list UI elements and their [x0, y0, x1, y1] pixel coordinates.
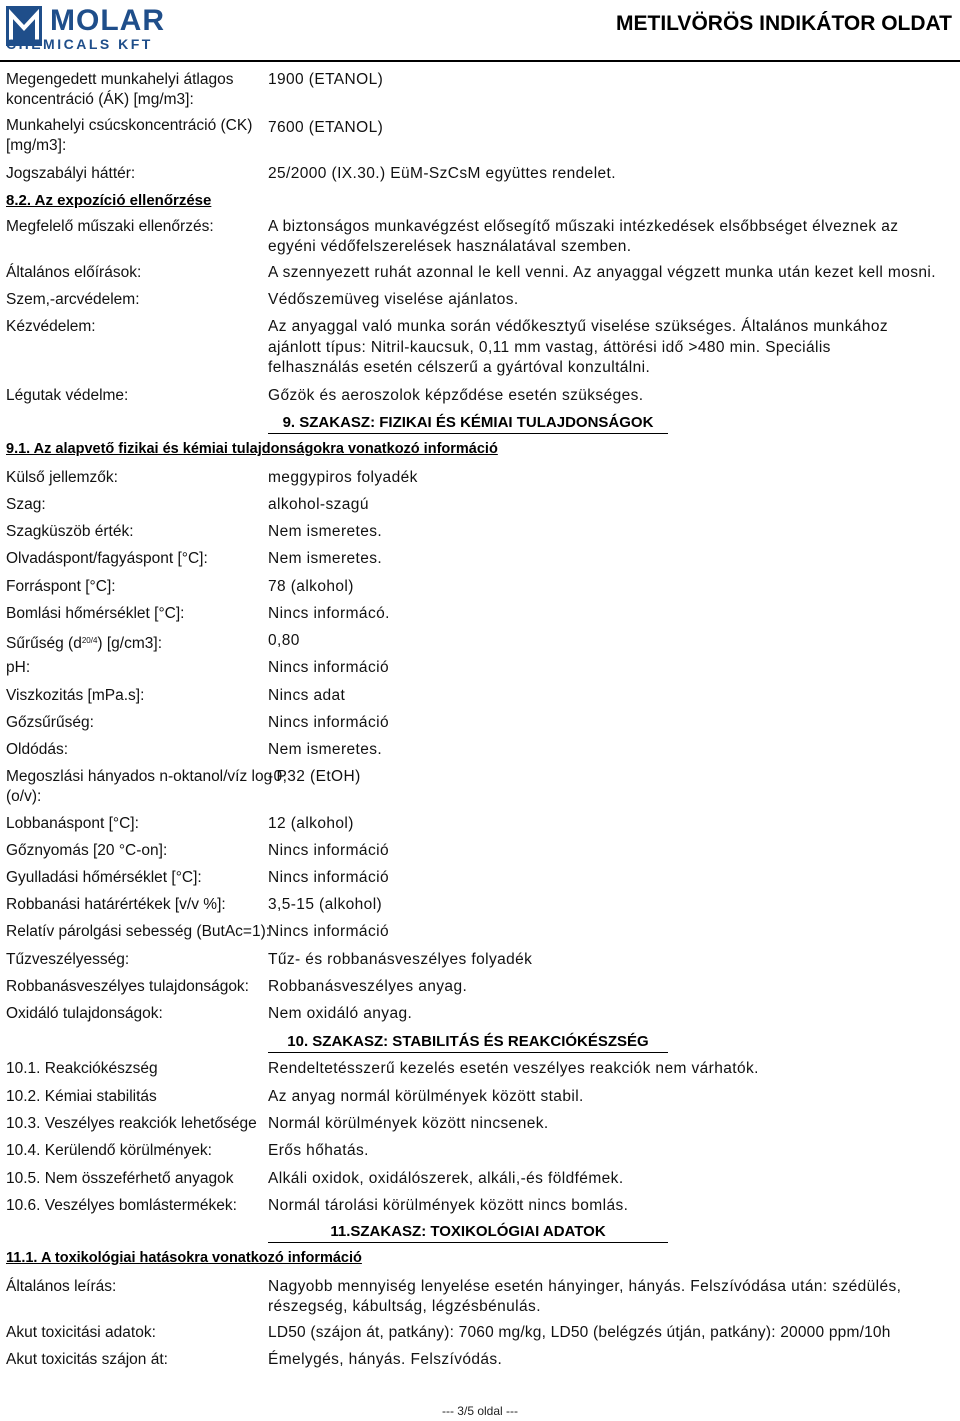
reactivity-label: 10.1. Reakciókészség [6, 1060, 158, 1077]
acute-toxicity-label: Akut toxicitási adatok: [6, 1324, 156, 1341]
technical-control-label: Megfelelő műszaki ellenőrzés: [6, 218, 214, 235]
ak-value: 1900 (ETANOL) [268, 71, 384, 88]
property-label: Robbanásveszélyes tulajdonságok: [6, 978, 249, 995]
property-label [6, 631, 162, 654]
reactivity-label: 10.3. Veszélyes reakciók lehetősége [6, 1115, 257, 1132]
property-label: Szag: [6, 496, 46, 513]
acute-toxicity-value: LD50 (szájon át, patkány): 7060 mg/kg, LD50 (belégzés útján, patkány): 20000 ppm/10h [268, 1324, 891, 1341]
property-value: Nincs információ [268, 923, 389, 940]
reactivity-label: 10.4. Kerülendő körülmények: [6, 1142, 212, 1159]
general-rules-value: A szennyezett ruhát azonnal le kell venni. Az anyaggal végzett munka után kezet kell mosni. [268, 264, 936, 281]
legal-value: 25/2000 (IX.30.) EüM-SzCsM együttes rendelet. [268, 165, 616, 182]
section-8-2-heading: 8.2. Az expozíció ellenőrzése [6, 192, 212, 209]
general-rules-label: Általános előírások: [6, 264, 142, 281]
property-label: Robbanási határértékek [v/v %]: [6, 896, 226, 913]
hand-protection-label: Kézvédelem: [6, 318, 96, 335]
technical-control-value: A biztonságos munkavégzést elősegítő műszaki intézkedések elsőbbséget élveznek az [268, 218, 899, 235]
oral-toxicity-value: Émelygés, hányás. Felszívódás. [268, 1351, 503, 1368]
respiratory-protection-value: Gőzök és aeroszolok képződése esetén szükséges. [268, 387, 644, 404]
property-label: Tűzveszélyesség: [6, 951, 130, 968]
header-divider [0, 60, 960, 62]
svg-text:CHEMICALS KFT: CHEMICALS KFT [6, 36, 153, 50]
property-value: Nincs informácó. [268, 605, 390, 622]
property-label-text: Sűrűség (d [6, 635, 82, 652]
property-label: Forráspont [°C]: [6, 578, 116, 595]
ak-label-cont: koncentráció (ÁK) [mg/m3]: [6, 91, 194, 108]
eye-protection-label: Szem,-arcvédelem: [6, 291, 140, 308]
page-footer: --- 3/5 oldal --- [441, 1404, 518, 1418]
property-label: Oldódás: [6, 741, 69, 758]
property-label: Bomlási hőmérséklet [°C]: [6, 605, 185, 622]
eye-protection-value: Védőszemüveg viselése ajánlatos. [268, 291, 519, 308]
property-value: Nincs információ [268, 869, 389, 886]
property-label: Gőzsűrűség: [6, 714, 94, 731]
property-value: Nincs információ [268, 714, 389, 731]
ck-label-cont: [mg/m3]: [6, 137, 67, 154]
property-value: Nem ismeretes. [268, 523, 383, 540]
document-title: METILVÖRÖS INDIKÁTOR OLDAT [616, 12, 952, 35]
general-description-label: Általános leírás: [6, 1278, 117, 1295]
property-label-text: ) [g/cm3]: [97, 635, 163, 652]
property-label: Megoszlási hányados n-oktanol/víz log P [6, 768, 287, 785]
property-label: Lobbanáspont [°C]: [6, 815, 139, 832]
property-label-superscript: 20/4 [81, 636, 98, 645]
property-value: alkohol-szagú [268, 496, 369, 513]
reactivity-value: Alkáli oxidok, oxidálószerek, alkáli,-és földfémek. [268, 1170, 624, 1187]
property-value: 78 (alkohol) [268, 578, 354, 595]
property-value: Robbanásveszélyes anyag. [268, 978, 468, 995]
oral-toxicity-label: Akut toxicitás szájon át: [6, 1351, 168, 1368]
ck-value: 7600 (ETANOL) [268, 119, 384, 136]
section-11-1-heading: 11.1. A toxikológiai hatásokra vonatkozó információ [6, 1250, 362, 1266]
general-description-value: Nagyobb mennyiség lenyelése esetén hányinger, hányás. Felszívódása után: szédülés, [268, 1278, 902, 1295]
property-label: Szagküszöb érték: [6, 523, 134, 540]
property-label-cont: (o/v): [6, 788, 42, 805]
reactivity-label: 10.5. Nem összeférhető anyagok [6, 1170, 234, 1187]
hand-protection-value: Az anyaggal való munka során védőkesztyű viselése szükséges. Általános munkához [268, 318, 889, 335]
property-value: -0,32 (EtOH) [268, 768, 361, 785]
legal-label: Jogszabályi háttér: [6, 165, 136, 182]
hand-protection-value-cont-1: ajánlott típus: Nitril-kaucsuk, 0,11 mm vastag, áttörési idő >480 min. Speciális [268, 339, 831, 356]
reactivity-label: 10.6. Veszélyes bomlástermékek: [6, 1197, 237, 1214]
section-9-1-heading: 9.1. Az alapvető fizikai és kémiai tulajdonságokra vonatkozó információ [6, 441, 498, 457]
property-label: Külső jellemzők: [6, 469, 118, 486]
reactivity-value: Normál tárolási körülmények között nincs bomlás. [268, 1197, 629, 1214]
reactivity-value: Az anyag normál körülmények között stabil. [268, 1088, 584, 1105]
property-label: Olvadáspont/fagyáspont [°C]: [6, 550, 208, 567]
property-label: Viszkozitás [mPa.s]: [6, 687, 145, 704]
property-label: Gőznyomás [20 °C-on]: [6, 842, 168, 859]
molar-chemicals-logo [6, 4, 226, 50]
svg-text:MOLAR: MOLAR [50, 4, 165, 37]
technical-control-value-cont: egyéni védőfelszerelések használatával szemben. [268, 238, 632, 255]
reactivity-value: Erős hőhatás. [268, 1142, 369, 1159]
reactivity-value: Normál körülmények között nincsenek. [268, 1115, 549, 1132]
property-value: Nem ismeretes. [268, 550, 383, 567]
property-label: Oxidáló tulajdonságok: [6, 1005, 163, 1022]
property-value: meggypiros folyadék [268, 469, 418, 486]
hand-protection-value-cont-2: felhasználás esetén célszerű a gyártóval konzultálni. [268, 359, 651, 376]
property-label: Relatív párolgási sebesség (ButAc=1): [6, 923, 271, 940]
respiratory-protection-label: Légutak védelme: [6, 387, 129, 404]
property-label: Gyulladási hőmérséklet [°C]: [6, 869, 202, 886]
general-description-value-cont: részegség, kábultság, légzésbénulás. [268, 1298, 541, 1315]
property-value: Nincs információ [268, 842, 389, 859]
property-value: Nincs információ [268, 659, 389, 676]
property-value: 12 (alkohol) [268, 815, 354, 832]
reactivity-value: Rendeltetésszerű kezelés esetén veszélyes reakciók nem várhatók. [268, 1060, 759, 1077]
property-value: 0,80 [268, 632, 300, 649]
section-10-title: 10. SZAKASZ: STABILITÁS ÉS REAKCIÓKÉSZSÉG [268, 1033, 668, 1053]
property-value: Nincs adat [268, 687, 346, 704]
ak-label: Megengedett munkahelyi átlagos [6, 71, 234, 88]
ck-label: Munkahelyi csúcskoncentráció (CK) [6, 117, 253, 134]
property-value: Tűz- és robbanásveszélyes folyadék [268, 951, 533, 968]
section-11-title: 11.SZAKASZ: TOXIKOLÓGIAI ADATOK [268, 1223, 668, 1243]
property-value: Nem ismeretes. [268, 741, 383, 758]
reactivity-label: 10.2. Kémiai stabilitás [6, 1088, 157, 1105]
property-value: 3,5-15 (alkohol) [268, 896, 383, 913]
section-9-title: 9. SZAKASZ: FIZIKAI ÉS KÉMIAI TULAJDONSÁGOK [268, 414, 668, 434]
property-label: pH: [6, 659, 31, 676]
property-value: Nem oxidáló anyag. [268, 1005, 413, 1022]
